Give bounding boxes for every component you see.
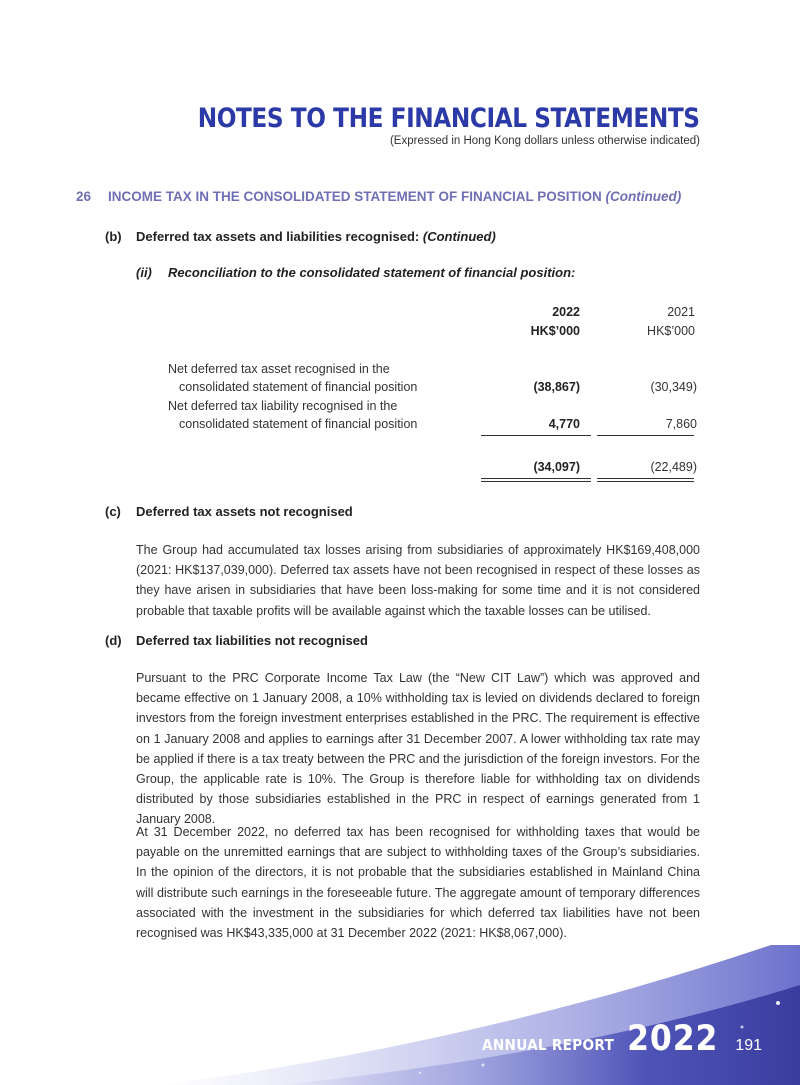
section-title: INCOME TAX IN THE CONSOLIDATED STATEMENT OF FINANCIAL POSITION: [108, 189, 602, 204]
footer: [464, 1019, 762, 1059]
row-liability-value-2021: 7,860: [665, 417, 697, 431]
page-header: [116, 103, 700, 147]
total-double-rule-2022-a: [481, 478, 591, 479]
subsection-b-ii-title: Reconciliation to the consolidated statement of financial position:: [168, 265, 576, 280]
subsection-d-paragraph-1: Pursuant to the PRC Corporate Income Tax Law (the “New CIT Law”) which was approved and became effective on 1 January 2008, a 10% withholding tax is levied on dividends declared to foreign investors from the foreign investment enterprises established in the PRC. The requirement is effective on 1 January 2008 and applies to earnings after 31 December 2007. A lower withholding tax rate may be applied if there is a tax treaty between the PRC and the jurisdiction of the foreign investors. For the Group, the applicable rate is 10%. The Group is therefore liable for withholding tax on dividends distributed by those subsidiaries established in the PRC in respect of earnings generated from 1 January 2008.: [136, 671, 700, 827]
subsection-b-label: (b): [105, 229, 122, 244]
page-subtitle: (Expressed in Hong Kong dollars unless otherwise indicated): [389, 135, 700, 147]
row-asset-value-2022: (38,867): [533, 380, 580, 394]
section-continued: (Continued): [605, 189, 682, 204]
footer-year: 2022: [626, 1019, 719, 1059]
subsection-b-ii-label: (ii): [136, 265, 152, 280]
unit-header-2022: HK$’000: [530, 324, 580, 338]
year-header-2021: 2021: [667, 305, 695, 319]
section-heading: [76, 189, 681, 204]
row-asset-label-2: consolidated statement of financial position: [179, 380, 418, 394]
row-asset-label-1: Net deferred tax asset recognised in the: [168, 362, 390, 376]
unit-header-2021: HK$’000: [647, 324, 695, 338]
subsection-d-title: Deferred tax liabilities not recognised: [136, 633, 368, 648]
total-double-rule-2022-b: [481, 481, 591, 482]
row-liability-label-1: Net deferred tax liability recognised in the: [168, 399, 398, 413]
subsection-c-paragraph: The Group had accumulated tax losses arising from subsidiaries of approximately HK$169,408,000 (2021: HK$137,039,000). Deferred tax assets have not been recognised in respect of these losses as they have arisen in subsidiaries that have been loss-making for some time and it is not considered probable that taxable profits will be available against which the taxable losses can be utilised.: [136, 543, 700, 618]
subtotal-rule-2021: [597, 435, 694, 436]
subsection-d-paragraph-2: At 31 December 2022, no deferred tax has been recognised for withholding taxes that would be payable on the unremitted earnings that are subject to withholding taxes of the Group’s subsidiaries. In the opinion of the directors, it is not probable that the subsidiaries established in Mainland China will distribute such earnings in the foreseeable future. The aggregate amount of temporary differences associated with the investment in the subsidiaries for which deferred tax liabilities have not been recognised was HK$43,335,000 at 31 December 2022 (2021: HK$8,067,000).: [136, 825, 700, 941]
total-double-rule-2021-b: [597, 481, 694, 482]
page-number: 191: [735, 1037, 762, 1054]
section-number: 26: [76, 189, 92, 204]
total-value-2021: (22,489): [650, 460, 697, 474]
row-liability-label-2: consolidated statement of financial position: [179, 417, 418, 431]
year-header-2022: 2022: [552, 305, 580, 319]
subsection-b-title: Deferred tax assets and liabilities recognised:: [136, 229, 420, 244]
subsection-d-label: (d): [105, 633, 122, 648]
total-double-rule-2021-a: [597, 478, 694, 479]
subtotal-rule-2022: [481, 435, 591, 436]
footer-report-label: ANNUAL REPORT: [481, 1036, 614, 1054]
page-title: NOTES TO THE FINANCIAL STATEMENTS: [198, 103, 700, 134]
subsection-c-title: Deferred tax assets not recognised: [136, 504, 353, 519]
subsection-b-continued: (Continued): [422, 229, 496, 244]
row-asset-value-2021: (30,349): [650, 380, 697, 394]
footer-band-graphic: [0, 945, 800, 1085]
total-value-2022: (34,097): [533, 460, 580, 474]
subsection-c-label: (c): [105, 504, 121, 519]
row-liability-value-2022: 4,770: [548, 417, 580, 431]
